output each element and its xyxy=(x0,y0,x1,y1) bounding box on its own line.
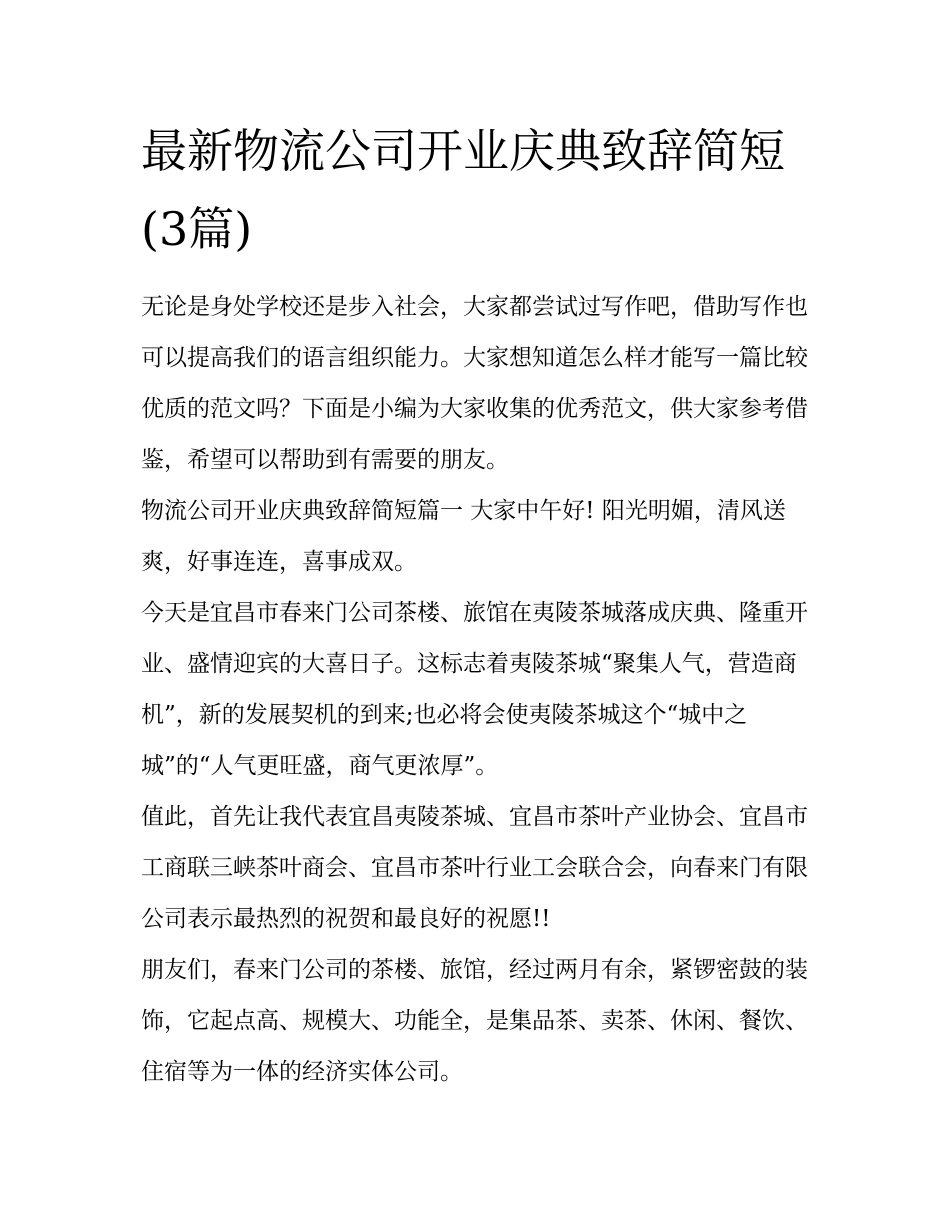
paragraph-greeting: 物流公司开业庆典致辞简短篇一 大家中午好! 阳光明媚，清风送爽，好事连连，喜事成双。 xyxy=(141,498,786,575)
document-title: 最新物流公司开业庆典致辞简短(3篇) xyxy=(141,124,785,256)
paragraph-opening-ceremony: 今天是宜昌市春来门公司茶楼、旅馆在夷陵茶城落成庆典、隆重开业、盛情迎宾的大喜日子。这标志着夷陵茶城“聚集人气，营造商机”，新的发展契机的到来;也必将会使夷陵茶城这个“城中之城”的“人气更旺盛，商气更浓厚”。 xyxy=(141,600,808,779)
paragraph-intro: 无论是身处学校还是步入社会，大家都尝试过写作吧，借助写作也可以提高我们的语言组织能力。大家想知道怎么样才能写一篇比较优质的范文吗？下面是小编为大家收集的优秀范文，供大家参考借鉴，希望可以帮助到有需要的朋友。 xyxy=(141,294,808,473)
document-body xyxy=(141,112,811,1098)
paragraph-congratulations: 值此，首先让我代表宜昌夷陵茶城、宜昌市茶叶产业协会、宜昌市工商联三峡茶叶商会、宜昌市茶叶行业工会联合会，向春来门有限公司表示最热烈的祝贺和最良好的祝愿!! xyxy=(141,804,808,932)
paragraph-company-description: 朋友们，春来门公司的茶楼、旅馆，经过两月有余，紧锣密鼓的装饰，它起点高、规模大、功能全，是集品茶、卖茶、休闲、餐饮、住宿等为一体的经济实体公司。 xyxy=(141,957,808,1085)
